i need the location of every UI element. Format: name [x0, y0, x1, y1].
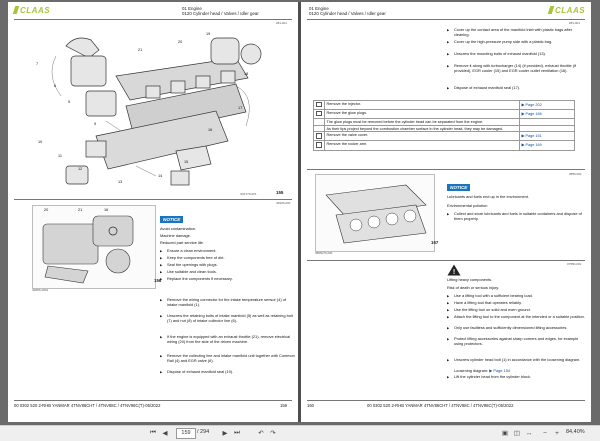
notice-bullet: ▶ Seal the openings with plugs. [160, 263, 295, 268]
footer-doc: 00 0302 520 2-RHB YANMAR 4TNV86CHT / 4TNV88C / 4TNV98C(T)-05/2022 [14, 403, 161, 408]
step: ▶ Remove the wiring connector for the intake temperature sensor (4) of intake manifold (1). [160, 298, 295, 308]
step: ▶ Remove it along with turbocharger (14) (if provided), exhaust throttle (if provided), EGR cooler (15) and EGR cooler outlet ventilation (16). [447, 64, 588, 74]
chapter-title: 01 Engine [309, 6, 329, 11]
figure-code: 4N1779-001 [240, 192, 257, 196]
warning-title: Lifting heavy components. [447, 277, 493, 282]
step: ▶ Unscrew cylinder head bolt (1) in accordance with the loosening diagram. [447, 358, 588, 363]
claas-logo: CLAAS [14, 6, 50, 15]
step: ▶ Dispose of exhaust manifold seal (17). [447, 86, 588, 91]
step: ▶ Unscrew the retaining bolts of intake manifold (5) as well as retaining bolt (7) and nut (8) of intake collector line (6). [160, 314, 295, 324]
figure-ref: 4390S-001 [276, 201, 291, 205]
section-title: 0120 Cylinder head / Valves / Idler gear [182, 11, 259, 17]
page-159 [8, 2, 298, 422]
figure-ref: 281-001 [276, 21, 288, 25]
page-link[interactable]: ▶ Page 151 [519, 132, 575, 141]
callout: 21 [138, 48, 143, 52]
figure-number: 155 [276, 190, 284, 195]
callout: 15 [184, 160, 189, 164]
callout: 16 [104, 208, 109, 212]
page-160 [301, 2, 591, 422]
zoom-level[interactable]: 84,40% [566, 429, 585, 435]
step: ▶ Remove the collecting line and intake manifold unit together with Common Rail (4) and EGR valve (6). [160, 354, 295, 364]
warning-bullet: ▶ Attach the lifting tool to the component at the intended or a suitable position. [447, 315, 588, 320]
chapter-title: 01 Engine [182, 6, 202, 11]
page-link[interactable]: ▶ Page 166 [519, 110, 575, 119]
warning-bullet: ▶ Use a lifting tool with a sufficient bearing load. [447, 294, 588, 299]
callout: 7 [36, 62, 39, 66]
callout: 20 [44, 208, 49, 212]
callout: 20 [178, 40, 183, 44]
fit-width-icon[interactable]: ↔ [525, 429, 533, 437]
table-row: Remove the glow plugs. ▶ Page 166 [314, 110, 575, 119]
step: ▶ Unscrew the mounting bolts of exhaust manifold (13). [447, 52, 588, 57]
procedure-table [313, 100, 575, 151]
fit-page-icon[interactable]: ▣ [501, 430, 509, 437]
callout: 21 [78, 208, 83, 212]
engine-photo-figure [32, 205, 156, 289]
prev-page-icon[interactable]: ◀ [162, 430, 168, 437]
callout: 9 [94, 122, 97, 126]
warning-bullet: ▶ Only use faultless and sufficiently dimensioned lifting accessories. [447, 326, 588, 331]
page-total: / 294 [197, 429, 210, 435]
figure-code: 3855076-001 [315, 251, 333, 255]
step: ▶ If the engine is equipped with an exhaust throttle (21), remove electrical wiring (20) from the side of the driven machine. [160, 335, 295, 345]
table-row: Remove the injector. ▶ Page 202 [314, 101, 575, 110]
footer-page: 160 [307, 403, 314, 408]
viewer-toolbar [0, 425, 600, 441]
notice-text: Avoid contamination. Machine damage. Reduced part service life. [160, 226, 204, 245]
page-link[interactable]: ▶ Page 154 [489, 368, 511, 373]
claas-logo: CLAAS [549, 6, 585, 15]
callout: 14 [158, 174, 163, 178]
footer-page: 159 [280, 403, 287, 408]
first-page-icon[interactable]: ⏮ [150, 429, 156, 436]
callout: 13 [118, 180, 123, 184]
step: ▶ Lift the cylinder head from the cylinder block. [447, 375, 588, 380]
notice-bullet: ▶ Collect and store lubricants and fuels in suitable containers and dispose of them properly. [447, 212, 588, 222]
notice-bullet: ▶ Use suitable and clean tools. [160, 270, 295, 275]
section-title: 0120 Cylinder head / Valves / Idler gear [309, 11, 386, 17]
step: ▶ Dispose of exhaust manifold seal (19). [160, 370, 295, 375]
figure-ref: 07550-001 [567, 262, 582, 266]
two-page-icon[interactable]: ◫ [513, 430, 521, 437]
page-link[interactable]: ▶ Page 202 [519, 101, 575, 110]
warning-icon [447, 264, 461, 276]
notice-label: NOTICE [160, 216, 183, 223]
callout: 12 [78, 167, 83, 171]
callout: 10 [38, 140, 43, 144]
cylinder-head-figure [315, 174, 435, 252]
page-header [182, 6, 259, 17]
figure-ref: 3855-001 [569, 172, 582, 176]
next-page-icon[interactable]: ▶ [222, 430, 228, 437]
table-row: Remove the valve cover. ▶ Page 151 [314, 132, 575, 141]
engine-exploded-figure [26, 26, 276, 196]
zoom-out-icon[interactable]: − [543, 429, 547, 437]
table-row: As their tips project beyond the combustion chamber surface in the cylinder head, they may be damaged. [314, 125, 575, 132]
figure-number: 156 [154, 278, 162, 283]
warning-sub: Risk of death or serious injury. [447, 285, 500, 290]
warning-bullet: ▶ Protect lifting accessories against sharp corners and edges, for example using protectors. [447, 337, 588, 347]
loosening-label: Loosening diagram: ▶ Page 154 [454, 368, 511, 373]
step: ▶ Cover up the contact area of the manifold inlet with plastic bags after cleaning. [447, 28, 588, 38]
notice-bullet: ▶ Replace the components if necessary. [160, 277, 295, 282]
page-number-input[interactable]: 159 [176, 428, 196, 439]
back-icon[interactable]: ↶ [258, 430, 264, 437]
last-page-icon[interactable]: ⏭ [234, 429, 240, 436]
callout: 16 [208, 128, 213, 132]
forward-icon[interactable]: ↷ [270, 430, 276, 437]
callout: 19 [206, 32, 211, 36]
notice-label: NOTICE [447, 184, 470, 191]
warning-bullet: ▶ Use the lifting tool on solid and even ground. [447, 308, 588, 313]
notice-sub: Environmental pollution [447, 203, 488, 208]
page-header [309, 6, 386, 17]
callout: 6 [54, 84, 57, 88]
figure-ref: 281-001 [569, 21, 581, 25]
callout: 11 [58, 154, 62, 158]
callout: 5 [68, 100, 71, 104]
notice-title: Lubricants and fuels end up in the environment. [447, 194, 529, 199]
notice-bullet: ▶ Keep the components free of dirt. [160, 256, 295, 261]
table-row: The glow plugs must be removed before the cylinder head can be separated from the engine. [314, 119, 575, 126]
page-link[interactable]: ▶ Page 169 [519, 141, 575, 150]
callout: 17 [238, 106, 243, 110]
warning-bullet: ▶ Have a lifting tool that operates reliably. [447, 301, 588, 306]
zoom-in-icon[interactable]: + [555, 429, 559, 437]
table-row: Remove the rocker arm. ▶ Page 169 [314, 141, 575, 150]
step: ▶ Cover up the high-pressure pump side with a plastic bag. [447, 40, 588, 45]
figure-code: 4286S-0001 [32, 288, 49, 292]
notice-bullet: ▶ Ensure a clean environment. [160, 249, 295, 254]
callout: 18 [244, 72, 249, 76]
figure-number: 157 [431, 240, 439, 245]
footer-doc: 00 0302 520 2-RHB YANMAR 4TNV86CHT / 4TNV88C / 4TNV98C(T)-05/2022 [367, 403, 514, 408]
svg-text:!: ! [452, 269, 456, 276]
